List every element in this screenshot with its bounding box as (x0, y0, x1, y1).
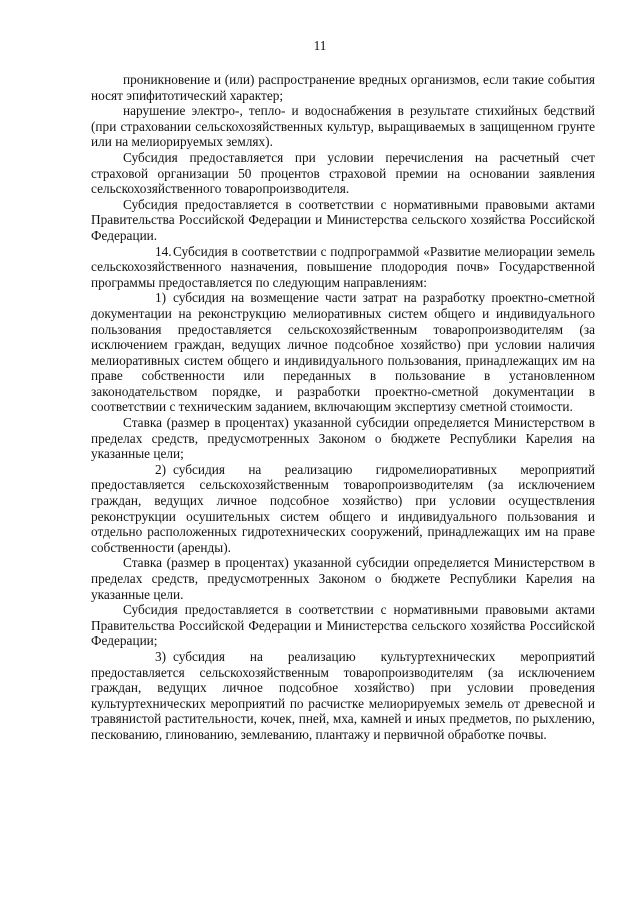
paragraph: проникновение и (или) распространение вредных организмов, если такие события носят эпифитотический характер; (91, 72, 595, 103)
numbered-paragraph (91, 649, 595, 743)
paragraph-number: 1) (155, 290, 167, 306)
page-number: 11 (313, 38, 327, 53)
numbered-paragraph (91, 290, 595, 415)
paragraph: Субсидия предоставляется в соответствии с нормативными правовыми актами Правительства Российской Федерации и Министерства сельского хозяйства Российской Федерации. (91, 196, 595, 243)
paragraph-text: Субсидия в соответствии с подпрограммой «Развитие мелиорации земель сельскохозяйственного назначения, повышение плодородия почв» Государственной программы предоставляется по следующим направлениям: (91, 243, 595, 290)
numbered-paragraph (91, 244, 595, 291)
paragraph-text: субсидия на реализацию гидромелиоративных мероприятий предоставляется сельскохозяйственным товаропроизводителям (за исключением граждан, ведущих личное подсобное хозяйство) при условии осуществления реконструкции осушительных систем общего и индивидуального пользования и отдельно расположенных гидротехнических сооружений, принадлежащих им на праве собственности (аренды). (91, 461, 595, 555)
paragraph: Субсидия предоставляется в соответствии с нормативными правовыми актами Правительства Российской Федерации и Министерства сельского хозяйства Российской Федерации; (91, 602, 595, 649)
paragraph-number: 14. (155, 243, 172, 259)
paragraph: Субсидия предоставляется при условии перечисления на расчетный счет страховой организации 50 процентов страховой премии на основании заявления сельскохозяйственного товаропроизводителя. (91, 149, 595, 197)
paragraph: Ставка (размер в процентах) указанной субсидии определяется Министерством в пределах средств, предусмотренных Законом о бюджете Республики Карелия на указанные цели; (91, 415, 595, 462)
paragraph-text: субсидия на возмещение части затрат на разработку проектно-сметной документации на реконструкцию мелиоративных систем общего и индивидуального пользования предоставляется сельскохозяйственным товаропроизводителям (за исключением граждан, ведущих личное подсобное хозяйство) при условии наличия мелиоративных систем общего и индивидуального пользования, принадлежащих им на праве собственности или переданных в пользование в установленном законодательством порядке, и разработки проектно-сметной документации в соответствии с техническим заданием, включающим экспертизу сметной стоимости. (91, 290, 595, 415)
paragraph-text: субсидия на реализацию культуртехнических мероприятий предоставляется сельскохозяйственным товаропроизводителям (за исключением граждан, ведущих личное подсобное хозяйство) при условии проведения культуртехнических мероприятий по расчистке мелиорируемых земель от древесной и травянистой растительности, кочек, пней, мха, камней и иных предметов, по рыхлению, пескованию, глинованию, землеванию, плантажу и первичной обработке почвы. (91, 648, 595, 742)
document-body (91, 72, 595, 743)
numbered-paragraph (91, 462, 595, 556)
paragraph: нарушение электро-, тепло- и водоснабжения в результате стихийных бедствий (при страховании сельскохозяйственных культур, выращиваемых в защищенном грунте или на мелиорируемых землях). (91, 103, 595, 150)
paragraph-number: 2) (155, 461, 167, 477)
paragraph: Ставка (размер в процентах) указанной субсидии определяется Министерством в пределах средств, предусмотренных Законом о бюджете Республики Карелия на указанные цели. (91, 555, 595, 602)
paragraph-number: 3) (155, 648, 167, 664)
